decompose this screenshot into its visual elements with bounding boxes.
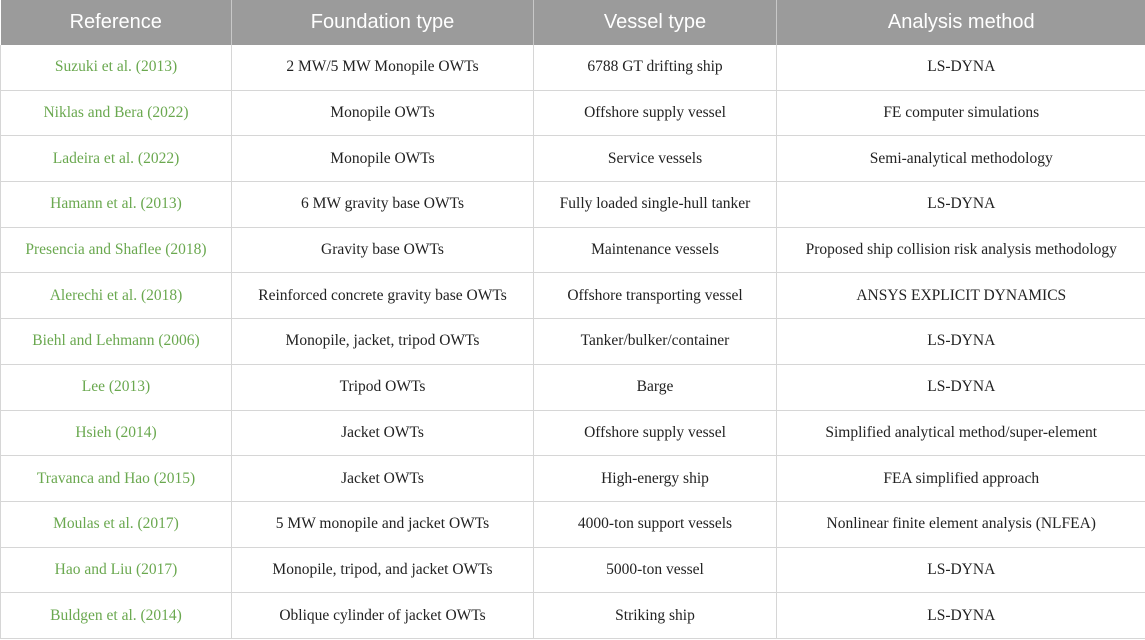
vessel-type-cell: Offshore supply vessel — [534, 410, 777, 456]
foundation-type-cell: 5 MW monopile and jacket OWTs — [232, 501, 534, 547]
reference-link[interactable]: Hsieh (2014) — [1, 410, 232, 456]
vessel-type-cell: Service vessels — [534, 136, 777, 182]
table-row — [1, 90, 1145, 136]
vessel-type-cell: Striking ship — [534, 593, 777, 639]
analysis-method-cell: LS-DYNA — [777, 45, 1145, 90]
analysis-method-cell: Semi-analytical methodology — [777, 136, 1145, 182]
vessel-type-cell: Maintenance vessels — [534, 227, 777, 273]
vessel-type-cell: Offshore supply vessel — [534, 90, 777, 136]
analysis-method-cell: LS-DYNA — [777, 547, 1145, 593]
foundation-type-cell: Jacket OWTs — [232, 456, 534, 502]
table-row — [1, 182, 1145, 228]
vessel-type-cell: 5000-ton vessel — [534, 547, 777, 593]
analysis-method-cell: Proposed ship collision risk analysis methodology — [777, 227, 1145, 273]
header-foundation-type: Foundation type — [232, 0, 534, 45]
reference-link[interactable]: Ladeira et al. (2022) — [1, 136, 232, 182]
reference-link[interactable]: Biehl and Lehmann (2006) — [1, 319, 232, 365]
analysis-method-cell: ANSYS EXPLICIT DYNAMICS — [777, 273, 1145, 319]
analysis-method-cell: LS-DYNA — [777, 593, 1145, 639]
table-row — [1, 593, 1145, 639]
foundation-type-cell: Monopile OWTs — [232, 136, 534, 182]
vessel-type-cell: Offshore transporting vessel — [534, 273, 777, 319]
foundation-type-cell: Gravity base OWTs — [232, 227, 534, 273]
foundation-type-cell: 2 MW/5 MW Monopile OWTs — [232, 45, 534, 90]
table-row — [1, 45, 1145, 90]
table-row — [1, 227, 1145, 273]
header-reference: Reference — [1, 0, 232, 45]
foundation-type-cell: Jacket OWTs — [232, 410, 534, 456]
reference-link[interactable]: Alerechi et al. (2018) — [1, 273, 232, 319]
analysis-method-cell: LS-DYNA — [777, 364, 1145, 410]
vessel-type-cell: 6788 GT drifting ship — [534, 45, 777, 90]
analysis-method-cell: Nonlinear finite element analysis (NLFEA) — [777, 501, 1145, 547]
foundation-type-cell: 6 MW gravity base OWTs — [232, 182, 534, 228]
reference-link[interactable]: Hao and Liu (2017) — [1, 547, 232, 593]
reference-link[interactable]: Niklas and Bera (2022) — [1, 90, 232, 136]
analysis-method-cell: LS-DYNA — [777, 319, 1145, 365]
table-row — [1, 364, 1145, 410]
reference-link[interactable]: Presencia and Shaflee (2018) — [1, 227, 232, 273]
table-row — [1, 547, 1145, 593]
foundation-type-cell: Tripod OWTs — [232, 364, 534, 410]
table-header — [1, 0, 1145, 45]
vessel-type-cell: Barge — [534, 364, 777, 410]
header-vessel-type: Vessel type — [534, 0, 777, 45]
foundation-type-cell: Oblique cylinder of jacket OWTs — [232, 593, 534, 639]
table-row — [1, 136, 1145, 182]
analysis-method-cell: FE computer simulations — [777, 90, 1145, 136]
vessel-type-cell: 4000-ton support vessels — [534, 501, 777, 547]
foundation-type-cell: Monopile OWTs — [232, 90, 534, 136]
vessel-type-cell: High-energy ship — [534, 456, 777, 502]
reference-link[interactable]: Buldgen et al. (2014) — [1, 593, 232, 639]
reference-link[interactable]: Suzuki et al. (2013) — [1, 45, 232, 90]
analysis-method-cell: FEA simplified approach — [777, 456, 1145, 502]
header-row — [1, 0, 1145, 45]
table-row — [1, 273, 1145, 319]
reference-link[interactable]: Hamann et al. (2013) — [1, 182, 232, 228]
header-analysis-method: Analysis method — [777, 0, 1145, 45]
reference-link[interactable]: Travanca and Hao (2015) — [1, 456, 232, 502]
vessel-type-cell: Tanker/bulker/container — [534, 319, 777, 365]
table-row — [1, 456, 1145, 502]
analysis-method-cell: LS-DYNA — [777, 182, 1145, 228]
foundation-type-cell: Monopile, tripod, and jacket OWTs — [232, 547, 534, 593]
reference-link[interactable]: Lee (2013) — [1, 364, 232, 410]
foundation-type-cell: Reinforced concrete gravity base OWTs — [232, 273, 534, 319]
table-row — [1, 319, 1145, 365]
table-row — [1, 410, 1145, 456]
table-body — [1, 45, 1145, 638]
reference-link[interactable]: Moulas et al. (2017) — [1, 501, 232, 547]
analysis-method-cell: Simplified analytical method/super-element — [777, 410, 1145, 456]
foundation-type-cell: Monopile, jacket, tripod OWTs — [232, 319, 534, 365]
table-row — [1, 501, 1145, 547]
vessel-type-cell: Fully loaded single-hull tanker — [534, 182, 777, 228]
